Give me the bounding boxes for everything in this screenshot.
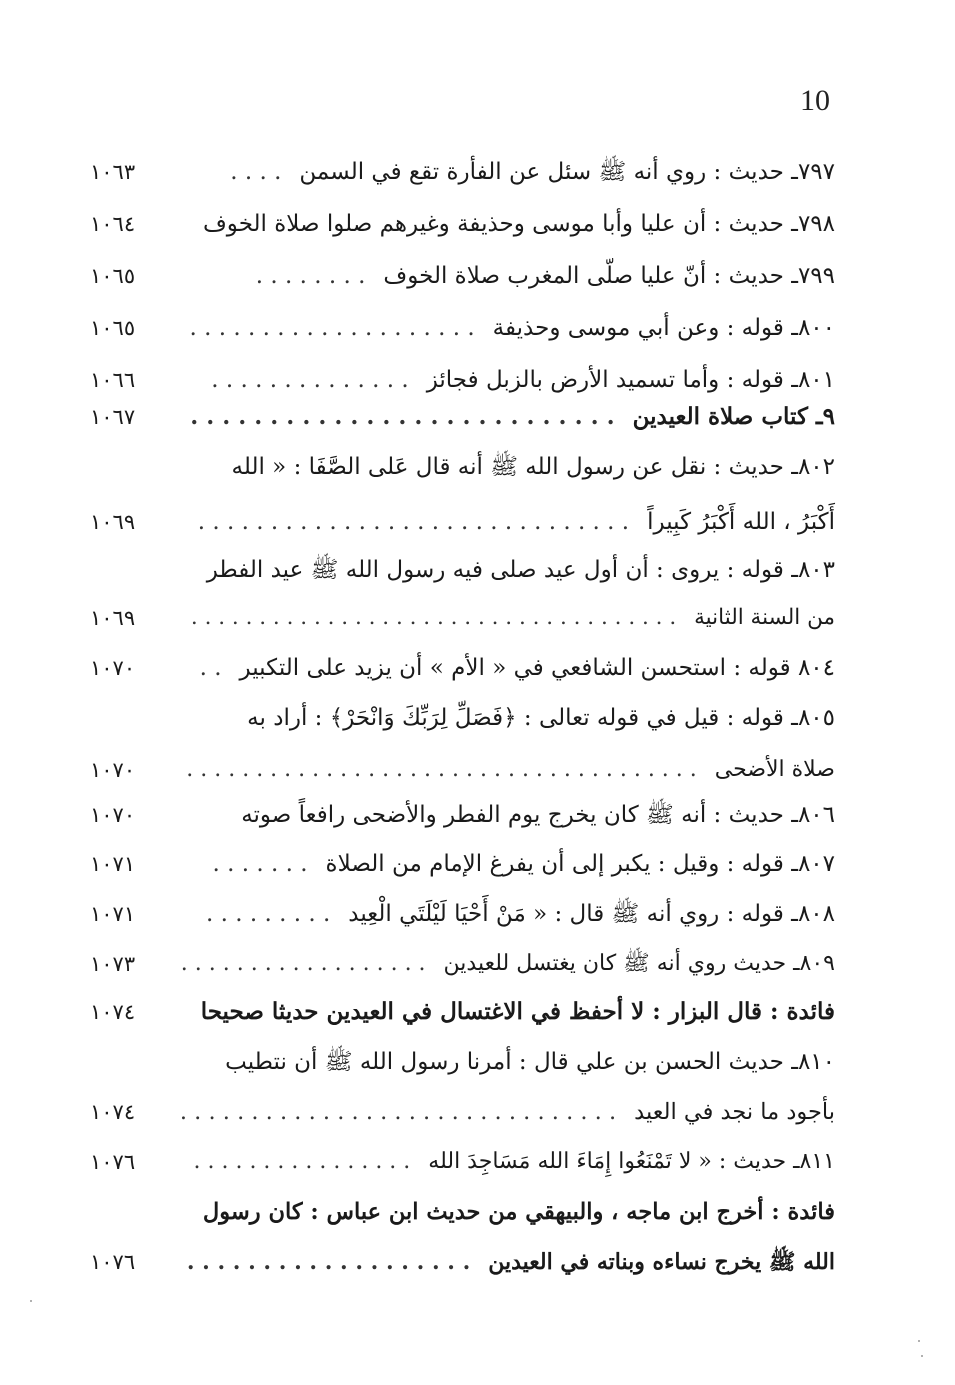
toc-row — [90, 447, 835, 499]
toc-entry — [200, 648, 835, 688]
entry-text: ٨٠٧ـ قوله : وقيل : يكبر إلى أن يفرغ الإمام من الصلاة — [325, 851, 835, 877]
toc-row — [90, 1092, 835, 1144]
entry-text: ٨٠٣ـ قوله : يروى : أن أول عيد صلى فيه رسول الله ﷺ عيد الفطر — [206, 557, 835, 583]
entry-text: ٨٠١ـ قوله : وأما تسميد الأرض بالزبل فجائز — [426, 367, 835, 393]
entry-text: ٧٩٩ـ حديث : أنّ عليا صلّى المغرب صلاة الخوف — [383, 263, 835, 289]
dot-leader: . . . . . . . . . . . . . . . . . . . — [186, 1249, 471, 1275]
page-reference: ١٠٦٥ — [90, 316, 136, 340]
toc-row — [90, 550, 835, 602]
entry-text: ٨١١ـ حديث : « لا تَمْنَعُوا إِمَاءَ الله مَسَاجِدَ الله — [428, 1149, 835, 1174]
dot-leader: . . . . . . . . . . . . . . — [211, 367, 409, 393]
page-reference: ١٠٦٩ — [90, 510, 136, 534]
toc-entry — [223, 795, 835, 835]
toc-entry — [185, 204, 835, 244]
toc-entry — [230, 152, 835, 192]
toc-row — [90, 152, 835, 204]
scan-speck — [918, 1340, 920, 1342]
entry-text: فائدة : أخرج ابن ماجه ، والبيهقي من حديث ابن عباس : كان رسول — [202, 1199, 835, 1225]
dot-leader: . . . . . . . . . — [205, 901, 331, 927]
scan-speck — [921, 1355, 923, 1357]
toc-entry — [214, 447, 835, 487]
entry-text: بأجود ما نجد في العيد — [634, 1099, 835, 1125]
entry-text: ٧٩٧ـ حديث : روي أنه ﷺ سئل عن الفأرة تقع في السمن — [299, 159, 835, 185]
entry-text: ٨١٠ـ حديث الحسن بن علي قال : أمرنا رسول الله ﷺ أن نتطيب — [225, 1049, 835, 1075]
toc-row — [90, 944, 835, 996]
toc-row — [90, 1192, 835, 1244]
toc-row — [90, 598, 835, 650]
toc-row — [90, 894, 835, 946]
toc-entry — [229, 698, 835, 738]
toc-row — [90, 308, 835, 360]
entry-text: ٧٩٨ـ حديث : أن عليا وأبا موسى وحذيفة وغيرهم صلوا صلاة الخوف — [202, 211, 835, 237]
toc-entry — [190, 308, 835, 348]
page-reference: ١٠٦٣ — [90, 160, 136, 184]
toc-entry — [213, 844, 836, 884]
page-reference: ١٠٧٠ — [90, 758, 136, 782]
dot-leader: . . . . . . . . — [255, 263, 366, 289]
page-reference: ١٠٧١ — [90, 852, 136, 876]
toc-row — [90, 397, 835, 449]
dot-leader: . . . . . . . . . . . . . . . . . . . . . . . . . . . . . . . . . . . . . — [186, 757, 697, 782]
dot-leader: . . . . . . . — [212, 851, 308, 877]
entry-text: ٨٠٢ـ حديث : نقل عن رسول الله ﷺ أنه قال عَلى الصَّفَا : « الله — [231, 454, 835, 480]
toc-row — [90, 256, 835, 308]
toc-entry — [256, 256, 835, 296]
toc-entry — [191, 598, 835, 638]
toc-row — [90, 204, 835, 256]
dot-leader: . . . . . . . . . . . . . . . . . . . . — [189, 315, 475, 341]
entry-text: ٨٠٥ـ قوله : قيل في قوله تعالى : ﴿فَصَلِّ لِرَبِّكَ وَانْحَرْ﴾ : أراد به — [247, 705, 835, 731]
page-reference: ١٠٦٤ — [90, 212, 136, 236]
entry-text: ٨٠٤ قوله : استحسن الشافعي في « الأم » أن يزيد على التكبير — [239, 655, 835, 681]
dot-leader: . . . . . . . . . . . . . . . . . . . . . . . . . . . — [190, 403, 615, 430]
note-entry — [187, 1242, 835, 1282]
toc-entry — [180, 1092, 835, 1132]
page-reference: ١٠٦٧ — [90, 405, 136, 429]
page-reference: ١٠٧٠ — [90, 656, 136, 680]
page-number: 10 — [800, 84, 830, 117]
page-reference: ١٠٦٩ — [90, 606, 136, 630]
dot-leader: . . — [199, 655, 222, 681]
toc-entry — [206, 894, 835, 934]
toc-entry — [186, 750, 835, 790]
dot-leader: . . . . . . . . . . . . . . . . — [193, 1149, 411, 1174]
toc-entry — [181, 944, 835, 984]
page-reference: ١٠٦٥ — [90, 264, 136, 288]
dot-leader: . . . . — [230, 159, 282, 185]
toc-row — [90, 844, 835, 896]
toc-row — [90, 648, 835, 700]
dot-leader: . . . . . . . . . . . . . . . . . . — [180, 951, 426, 976]
page-reference: ١٠٧٣ — [90, 952, 136, 976]
entry-text: من السنة الثانية — [694, 605, 835, 630]
toc-entry — [198, 502, 835, 542]
toc-entry — [194, 1142, 836, 1182]
dot-leader: . . . . . . . . . . . . . . . . . . . . . . . . . . . . . . — [197, 509, 630, 535]
toc-row — [90, 1142, 835, 1194]
toc-entry — [207, 1042, 835, 1082]
page-reference: ١٠٧٤ — [90, 1000, 136, 1024]
toc-row — [90, 502, 835, 554]
toc-row — [90, 1042, 835, 1094]
note-entry — [183, 992, 835, 1032]
scan-speck — [30, 1300, 32, 1302]
dot-leader: . . . . . . . . . . . . . . . . . . . . . . . . . . . . . . . . . . . . — [190, 605, 677, 630]
chapter-heading — [190, 397, 835, 437]
page-reference: ١٠٧١ — [90, 902, 136, 926]
page-reference: ١٠٧٦ — [90, 1150, 136, 1174]
entry-text: ٨٠٨ـ قوله : روي أنه ﷺ قال : « مَنْ أَحْيَا لَيْلَتَي الْعِيد — [348, 901, 835, 927]
toc-entry — [189, 550, 835, 590]
entry-text: ٨٠٠ـ قوله : وعن أبي موسى وحذيفة — [492, 315, 835, 341]
entry-text: ٨٠٦ـ حديث : أنه ﷺ كان يخرج يوم الفطر والأضحى رافعاً صوته — [241, 802, 835, 828]
page-reference: ١٠٧٤ — [90, 1100, 136, 1124]
dot-leader: . . . . . . . . . . . . . . . . . . . . . . . . . . . . . . . — [179, 1099, 617, 1125]
toc-row — [90, 698, 835, 750]
toc-entry — [211, 360, 835, 400]
toc-row — [90, 795, 835, 847]
entry-text: الله ﷺ يخرج نساءه وبناته في العيدين — [488, 1249, 835, 1275]
toc-row — [90, 1242, 835, 1294]
entry-text: ٩ـ كتاب صلاة العيدين — [632, 403, 835, 430]
entry-text: فائدة : قال البزار : لا أحفظ في الاغتسال في العيدين حديثا صحيحا — [200, 998, 835, 1025]
entry-text: ٨٠٩ـ حديث روي أنه ﷺ كان يغتسل للعيدين — [443, 951, 835, 976]
note-entry — [185, 1192, 835, 1232]
page-reference: ١٠٧٠ — [90, 803, 136, 827]
page-reference: ١٠٦٦ — [90, 368, 136, 392]
entry-text: أَكْبَرُ ، الله أَكْبَرُ كَبِيراً — [647, 509, 835, 535]
page-reference: ١٠٧٦ — [90, 1250, 136, 1274]
entry-text: صلاة الأضحى — [714, 757, 835, 782]
toc-row — [90, 992, 835, 1044]
